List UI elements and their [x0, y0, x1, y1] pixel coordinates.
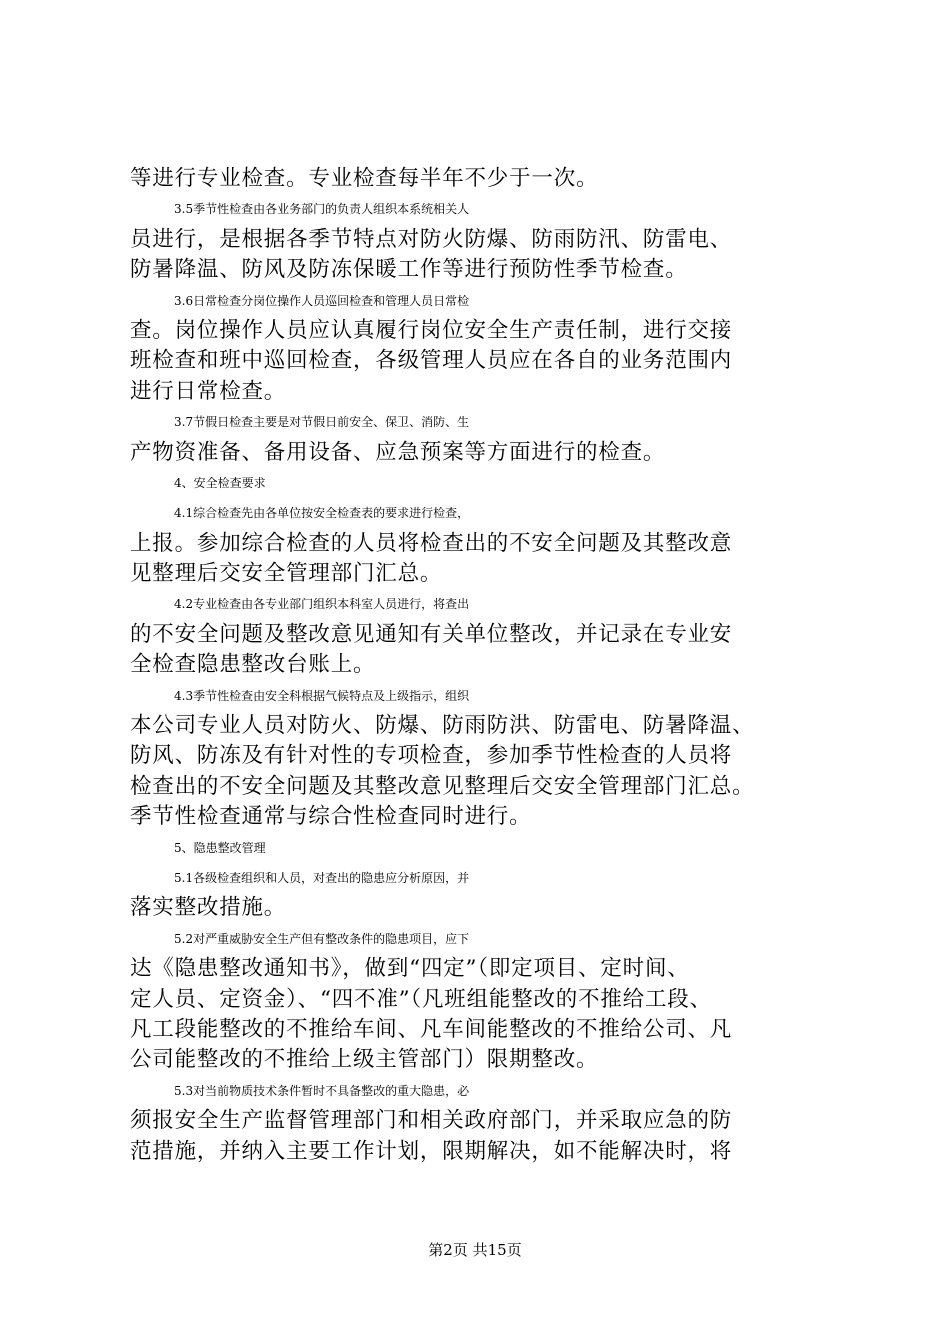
document-body — [130, 164, 834, 1167]
text-line: 公司能整改的不推给上级主管部门）限期整改。 — [130, 1047, 599, 1073]
text-line: 查。岗位操作人员应认真履行岗位安全生产责任制，进行交接 — [130, 317, 733, 343]
text-line: 落实整改措施。 — [130, 895, 287, 921]
text-line: 5.2对严重威胁安全生产但有整改条件的隐患项目，应下 — [174, 931, 470, 946]
text-line: 4.2专业检查由各专业部门组织本科室人员进行，将查出 — [174, 597, 470, 612]
text-line: 范措施，并纳入主要工作计划，限期解决，如不能解决时，将 — [130, 1138, 733, 1164]
text-line: 3.5季节性检查由各业务部门的负责人组织本系统相关人 — [174, 202, 470, 217]
text-line: 3.6日常检查分岗位操作人员巡回检查和管理人员日常检 — [174, 293, 470, 308]
text-line: 5、隐患整改管理 — [174, 840, 266, 855]
text-line: 员进行，是根据各季节特点对防火防爆、防雨防汛、防雷电、 — [130, 226, 733, 252]
text-line: 5.3对当前物质技术条件暂时不具备整改的重大隐患，必 — [174, 1083, 470, 1098]
text-line: 须报安全生产监督管理部门和相关政府部门，并采取应急的防 — [130, 1108, 733, 1134]
text-line: 进行日常检查。 — [130, 378, 287, 404]
text-line: 产物资准备、备用设备、应急预案等方面进行的检查。 — [130, 439, 666, 465]
text-line: 全检查隐患整改台账上。 — [130, 652, 376, 678]
text-line: 凡工段能整改的不推给车间、凡车间能整改的不推给公司、凡 — [130, 1016, 733, 1042]
text-line: 4.1综合检查先由各单位按安全检查表的要求进行检查， — [174, 506, 470, 521]
page-number-label: 第2页 共15页 — [428, 1241, 522, 1259]
page-footer — [0, 1240, 950, 1260]
text-line: 防风、防冻及有针对性的专项检查，参加季节性检查的人员将 — [130, 743, 733, 769]
text-line: 4.3季节性检查由安全科根据气候特点及上级指示，组织 — [174, 688, 470, 703]
text-line: 防暑降温、防风及防冻保暖工作等进行预防性季节检查。 — [130, 257, 688, 283]
text-line: 的不安全问题及整改意见通知有关单位整改，并记录在专业安 — [130, 621, 733, 647]
text-line: 季节性检查通常与综合性检查同时进行。 — [130, 804, 532, 830]
text-line: 达《隐患整改通知书》，做到“四定”（即定项目、定时间、 — [130, 956, 690, 982]
text-line: 4、安全检查要求 — [174, 475, 266, 490]
text-line: 上报。参加综合检查的人员将检查出的不安全问题及其整改意 — [130, 530, 733, 556]
text-line: 定人员、定资金）、“四不准”（凡班组能整改的不推给工段、 — [130, 986, 712, 1012]
text-line: 检查出的不安全问题及其整改意见整理后交安全管理部门汇总。 — [130, 773, 755, 799]
text-line: 3.7节假日检查主要是对节假日前安全、保卫、消防、生 — [174, 415, 470, 430]
text-line: 本公司专业人员对防火、防爆、防雨防洪、防雷电、防暑降温、 — [130, 713, 755, 739]
text-line: 见整理后交安全管理部门汇总。 — [130, 561, 443, 587]
text-line: 5.1各级检查组织和人员，对查出的隐患应分析原因，并 — [174, 870, 470, 885]
text-line: 班检查和班中巡回检查，各级管理人员应在各自的业务范围内 — [130, 348, 733, 374]
text-line: 等进行专业检查。专业检查每半年不少于一次。 — [130, 166, 599, 191]
